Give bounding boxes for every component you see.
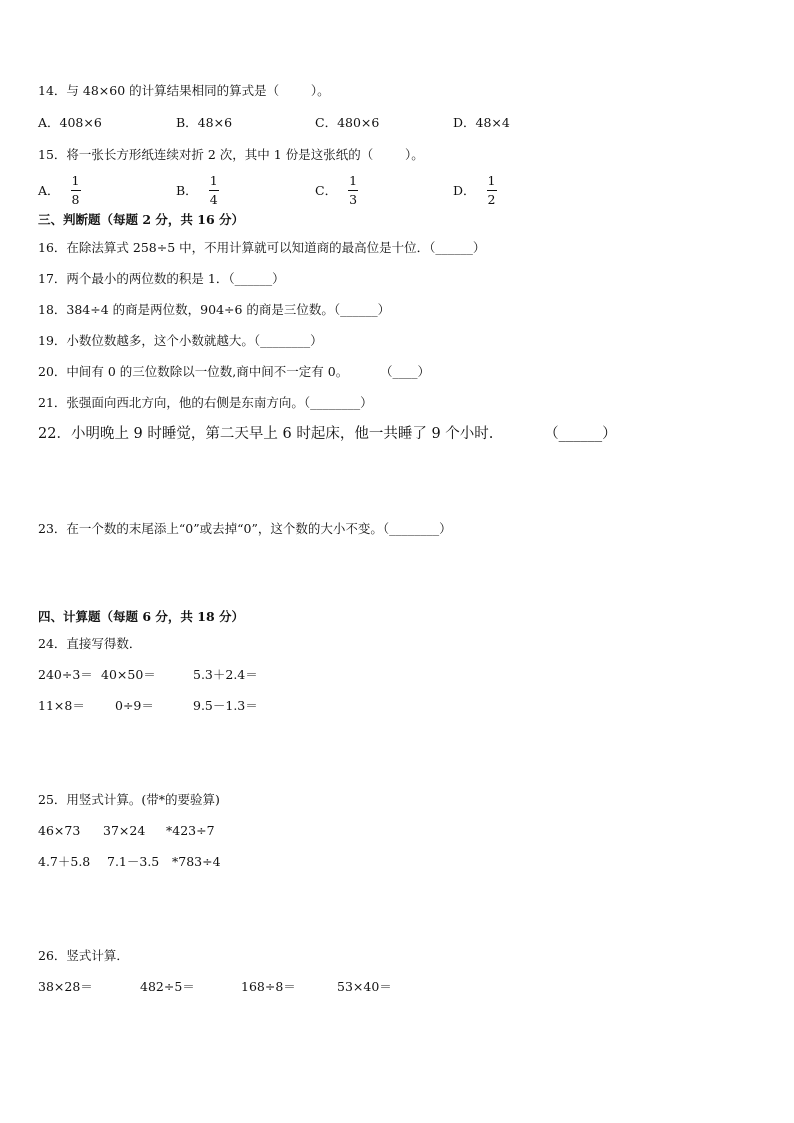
question-17: 17．两个最小的两位数的积是 1．（______） bbox=[38, 271, 285, 286]
q15-option-d-label: D． bbox=[453, 183, 476, 198]
question-16: 16．在除法算式 258÷5 中，不用计算就可以知道商的最高位是十位．（______） bbox=[38, 240, 486, 255]
question-15-stem: 15．将一张长方形纸连续对折 2 次，其中 1 份是这张纸的（ ）。 bbox=[38, 147, 424, 162]
q26-item: 482÷5＝ bbox=[140, 979, 195, 994]
question-20: 20．中间有 0 的三位数除以一位数,商中间不一定有 0。 （____） bbox=[38, 364, 430, 379]
q25-item: 46×73 bbox=[38, 823, 81, 838]
question-26-stem: 26．竖式计算． bbox=[38, 948, 129, 963]
question-19: 19．小数位数越多，这个小数就越大。（________） bbox=[38, 333, 323, 348]
q25-item: *423÷7 bbox=[166, 823, 215, 838]
fraction-denominator: 8 bbox=[71, 192, 80, 207]
q14-option-c: C．480×6 bbox=[315, 115, 380, 130]
q15-option-b-label: B． bbox=[176, 183, 198, 198]
fraction-bar bbox=[71, 190, 81, 191]
q25-item: *783÷4 bbox=[172, 854, 221, 869]
section-3-title: 三、判断题（每题 2 分，共 16 分） bbox=[38, 212, 245, 227]
q15-option-c-label: C． bbox=[315, 183, 338, 198]
q25-item: 37×24 bbox=[103, 823, 146, 838]
question-23: 23．在一个数的末尾添上“0”或去掉“0”，这个数的大小不变。（________） bbox=[38, 521, 452, 536]
fraction bbox=[486, 173, 498, 207]
q14-option-b: B．48×6 bbox=[176, 115, 233, 130]
q15-option-c bbox=[315, 170, 359, 210]
fraction-denominator: 2 bbox=[487, 192, 496, 207]
question-18: 18．384÷4 的商是两位数，904÷6 的商是三位数。（______） bbox=[38, 302, 391, 317]
fraction-numerator: 1 bbox=[487, 173, 496, 188]
q14-option-d: D．48×4 bbox=[453, 115, 510, 130]
q15-option-a bbox=[38, 170, 81, 210]
question-21: 21．张强面向西北方向，他的右侧是东南方向。（________） bbox=[38, 395, 373, 410]
fraction-numerator: 1 bbox=[349, 173, 358, 188]
fraction-numerator: 1 bbox=[71, 173, 80, 188]
fraction-numerator: 1 bbox=[209, 173, 218, 188]
question-14-stem: 14．与 48×60 的计算结果相同的算式是（ ）。 bbox=[38, 83, 330, 98]
q25-item: 7.1－3.5 bbox=[107, 854, 160, 869]
q26-item: 38×28＝ bbox=[38, 979, 93, 994]
fraction bbox=[347, 173, 359, 207]
question-25-stem: 25．用竖式计算。(带*的要验算) bbox=[38, 792, 220, 807]
q24-item: 5.3＋2.4＝ bbox=[193, 667, 258, 682]
q26-item: 168÷8＝ bbox=[241, 979, 296, 994]
section-4-title: 四、计算题（每题 6 分，共 18 分） bbox=[38, 609, 245, 624]
fraction-bar bbox=[209, 190, 219, 191]
q25-item: 4.7＋5.8 bbox=[38, 854, 91, 869]
question-22: 22．小明晚上 9 时睡觉，第二天早上 6 时起床，他一共睡了 9 个小时. （______） bbox=[38, 426, 617, 442]
q15-option-d bbox=[453, 170, 497, 210]
q26-item: 53×40＝ bbox=[337, 979, 392, 994]
fraction bbox=[208, 173, 220, 207]
fraction-bar bbox=[487, 190, 497, 191]
fraction-bar bbox=[348, 190, 358, 191]
fraction-denominator: 4 bbox=[209, 192, 218, 207]
q15-option-a-label: A． bbox=[38, 183, 60, 198]
q24-item: 11×8＝ bbox=[38, 698, 85, 713]
q14-option-a: A．408×6 bbox=[38, 115, 102, 130]
fraction bbox=[70, 173, 82, 207]
q15-option-b bbox=[176, 170, 220, 210]
q24-item: 240÷3＝ bbox=[38, 667, 93, 682]
question-24-stem: 24．直接写得数． bbox=[38, 636, 142, 651]
q24-item: 40×50＝ bbox=[101, 667, 156, 682]
q24-item: 0÷9＝ bbox=[115, 698, 154, 713]
fraction-denominator: 3 bbox=[349, 192, 358, 207]
q24-item: 9.5－1.3＝ bbox=[193, 698, 258, 713]
